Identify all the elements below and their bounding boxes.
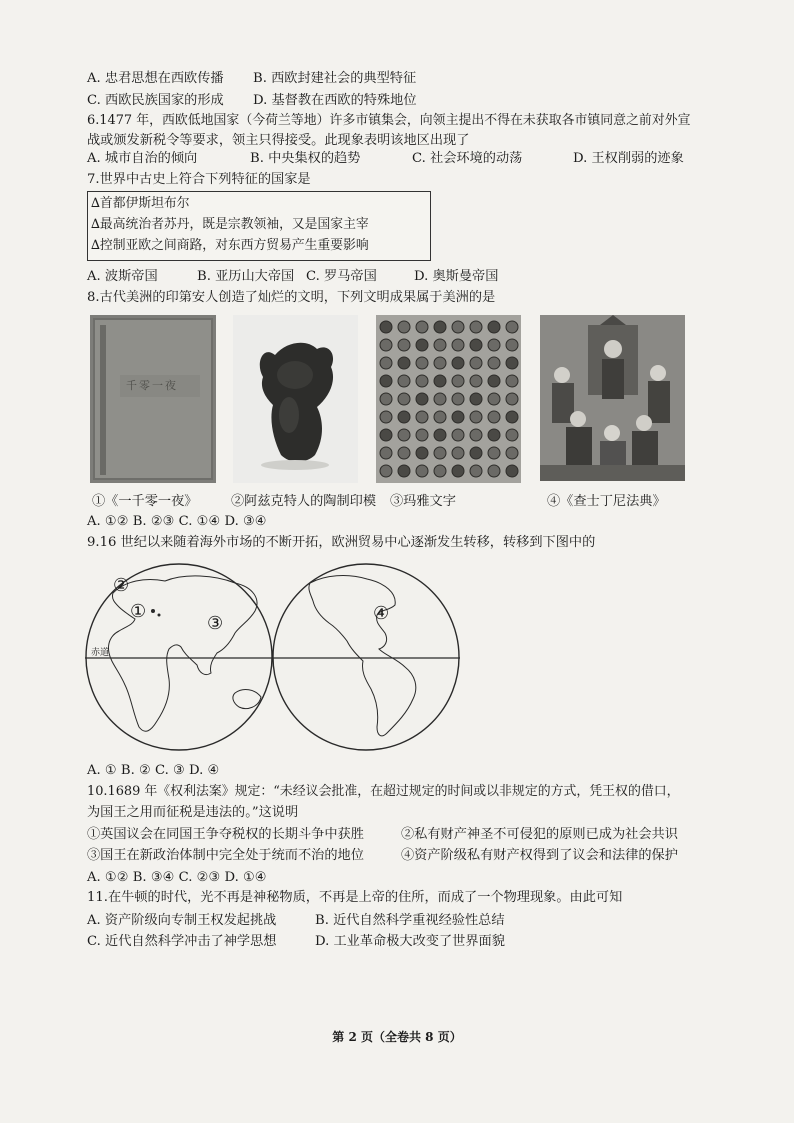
map-marker-2: ② bbox=[113, 575, 130, 596]
q6-stem-line1: 6.1477 年，西欧低地国家（今荷兰等地）许多市镇集会，向领主提出不得在未获取各市镇同意之前对外宣 bbox=[87, 113, 691, 128]
q7-stem: 7.世界中古史上符合下列特征的国家是 bbox=[87, 172, 311, 187]
q10-stem-line1: 10.1689 年《权利法案》规定：“未经议会批准，在超过规定的时间或以非规定的方式，凭王权的借口， bbox=[87, 784, 680, 799]
q11-option-c: C. 近代自然科学冲击了神学思想 bbox=[87, 934, 277, 949]
q8-caption-1: ①《一千零一夜》 bbox=[92, 494, 198, 509]
book-image bbox=[90, 315, 216, 483]
q7-option-d: D. 奥斯曼帝国 bbox=[414, 269, 499, 284]
equator-label: 赤道 bbox=[91, 648, 110, 658]
maya-script-image bbox=[376, 315, 521, 483]
q11-option-b: B. 近代自然科学重视经验性总结 bbox=[315, 913, 505, 928]
map-marker-1: ① bbox=[130, 601, 147, 622]
q10-statement-1: ①英国议会在同国王争夺税权的长期斗争中获胜 bbox=[87, 827, 364, 842]
q10-statement-4: ④资产阶级私有财产权得到了议会和法律的保护 bbox=[401, 848, 678, 863]
q7-option-a: A. 波斯帝国 bbox=[87, 269, 158, 284]
justinian-code-image bbox=[540, 315, 685, 481]
q9-options: A. ① B. ② C. ③ D. ④ bbox=[87, 763, 220, 778]
q8-stem: 8.古代美洲的印第安人创造了灿烂的文明，下列文明成果属于美洲的是 bbox=[87, 290, 496, 305]
q6-option-b: B. 中央集权的趋势 bbox=[250, 151, 361, 166]
page-footer: 第 2 页（全卷共 8 页） bbox=[332, 1030, 462, 1044]
q6-option-d: D. 王权削弱的迹象 bbox=[573, 151, 684, 166]
map-marker-4: ④ bbox=[373, 603, 390, 624]
q10-options: A. ①② B. ③④ C. ②③ D. ①④ bbox=[87, 870, 267, 885]
q6-stem-line2: 战或颁发新税令等要求，领主只得接受。此现象表明该地区出现了 bbox=[87, 133, 470, 148]
q11-option-d: D. 工业革命极大改变了世界面貌 bbox=[315, 934, 505, 949]
q11-option-a: A. 资产阶级向专制王权发起挑战 bbox=[87, 913, 277, 928]
pottery-stamp-image bbox=[233, 315, 358, 483]
q8-caption-3: ③玛雅文字 bbox=[390, 494, 456, 509]
map-marker-3: ③ bbox=[207, 613, 224, 634]
q10-statement-2: ②私有财产神圣不可侵犯的原则已成为社会共识 bbox=[401, 827, 678, 842]
q5-option-c: C. 西欧民族国家的形成 bbox=[87, 93, 224, 108]
q5-option-a: A. 忠君思想在西欧传播 bbox=[87, 71, 224, 86]
q10-statement-3: ③国王在新政治体制中完全处于统而不治的地位 bbox=[87, 848, 364, 863]
q9-stem: 9.16 世纪以来随着海外市场的不断开拓，欧洲贸易中心逐渐发生转移，转移到下图中的 bbox=[87, 535, 596, 550]
q5-option-b: B. 西欧封建社会的典型特征 bbox=[253, 71, 417, 86]
q8-options: A. ①② B. ②③ C. ①④ D. ③④ bbox=[87, 514, 267, 529]
q8-caption-2: ②阿兹克特人的陶制印模 bbox=[231, 494, 377, 509]
q7-feature-box bbox=[87, 191, 431, 261]
world-map bbox=[85, 563, 460, 753]
q7-feature-1: ∆首都伊斯坦布尔 bbox=[91, 196, 190, 211]
q7-feature-2: ∆最高统治者苏丹，既是宗教领袖，又是国家主宰 bbox=[91, 217, 369, 232]
q7-option-b: B. 亚历山大帝国 bbox=[197, 269, 295, 284]
q11-stem: 11.在牛顿的时代，光不再是神秘物质，不再是上帝的住所，而成了一个物理现象。由此可知 bbox=[87, 890, 623, 905]
book-title-text: 千零一夜 bbox=[126, 379, 178, 392]
q6-option-c: C. 社会环境的动荡 bbox=[412, 151, 523, 166]
q7-feature-3: ∆控制亚欧之间商路，对东西方贸易产生重要影响 bbox=[91, 238, 369, 253]
q6-option-a: A. 城市自治的倾向 bbox=[87, 151, 198, 166]
q5-option-d: D. 基督教在西欧的特殊地位 bbox=[253, 93, 417, 108]
q10-stem-line2: 为国王之用而征税是违法的。”这说明 bbox=[87, 805, 299, 820]
q7-option-c: C. 罗马帝国 bbox=[306, 269, 377, 284]
q8-caption-4: ④《查士丁尼法典》 bbox=[547, 494, 666, 509]
